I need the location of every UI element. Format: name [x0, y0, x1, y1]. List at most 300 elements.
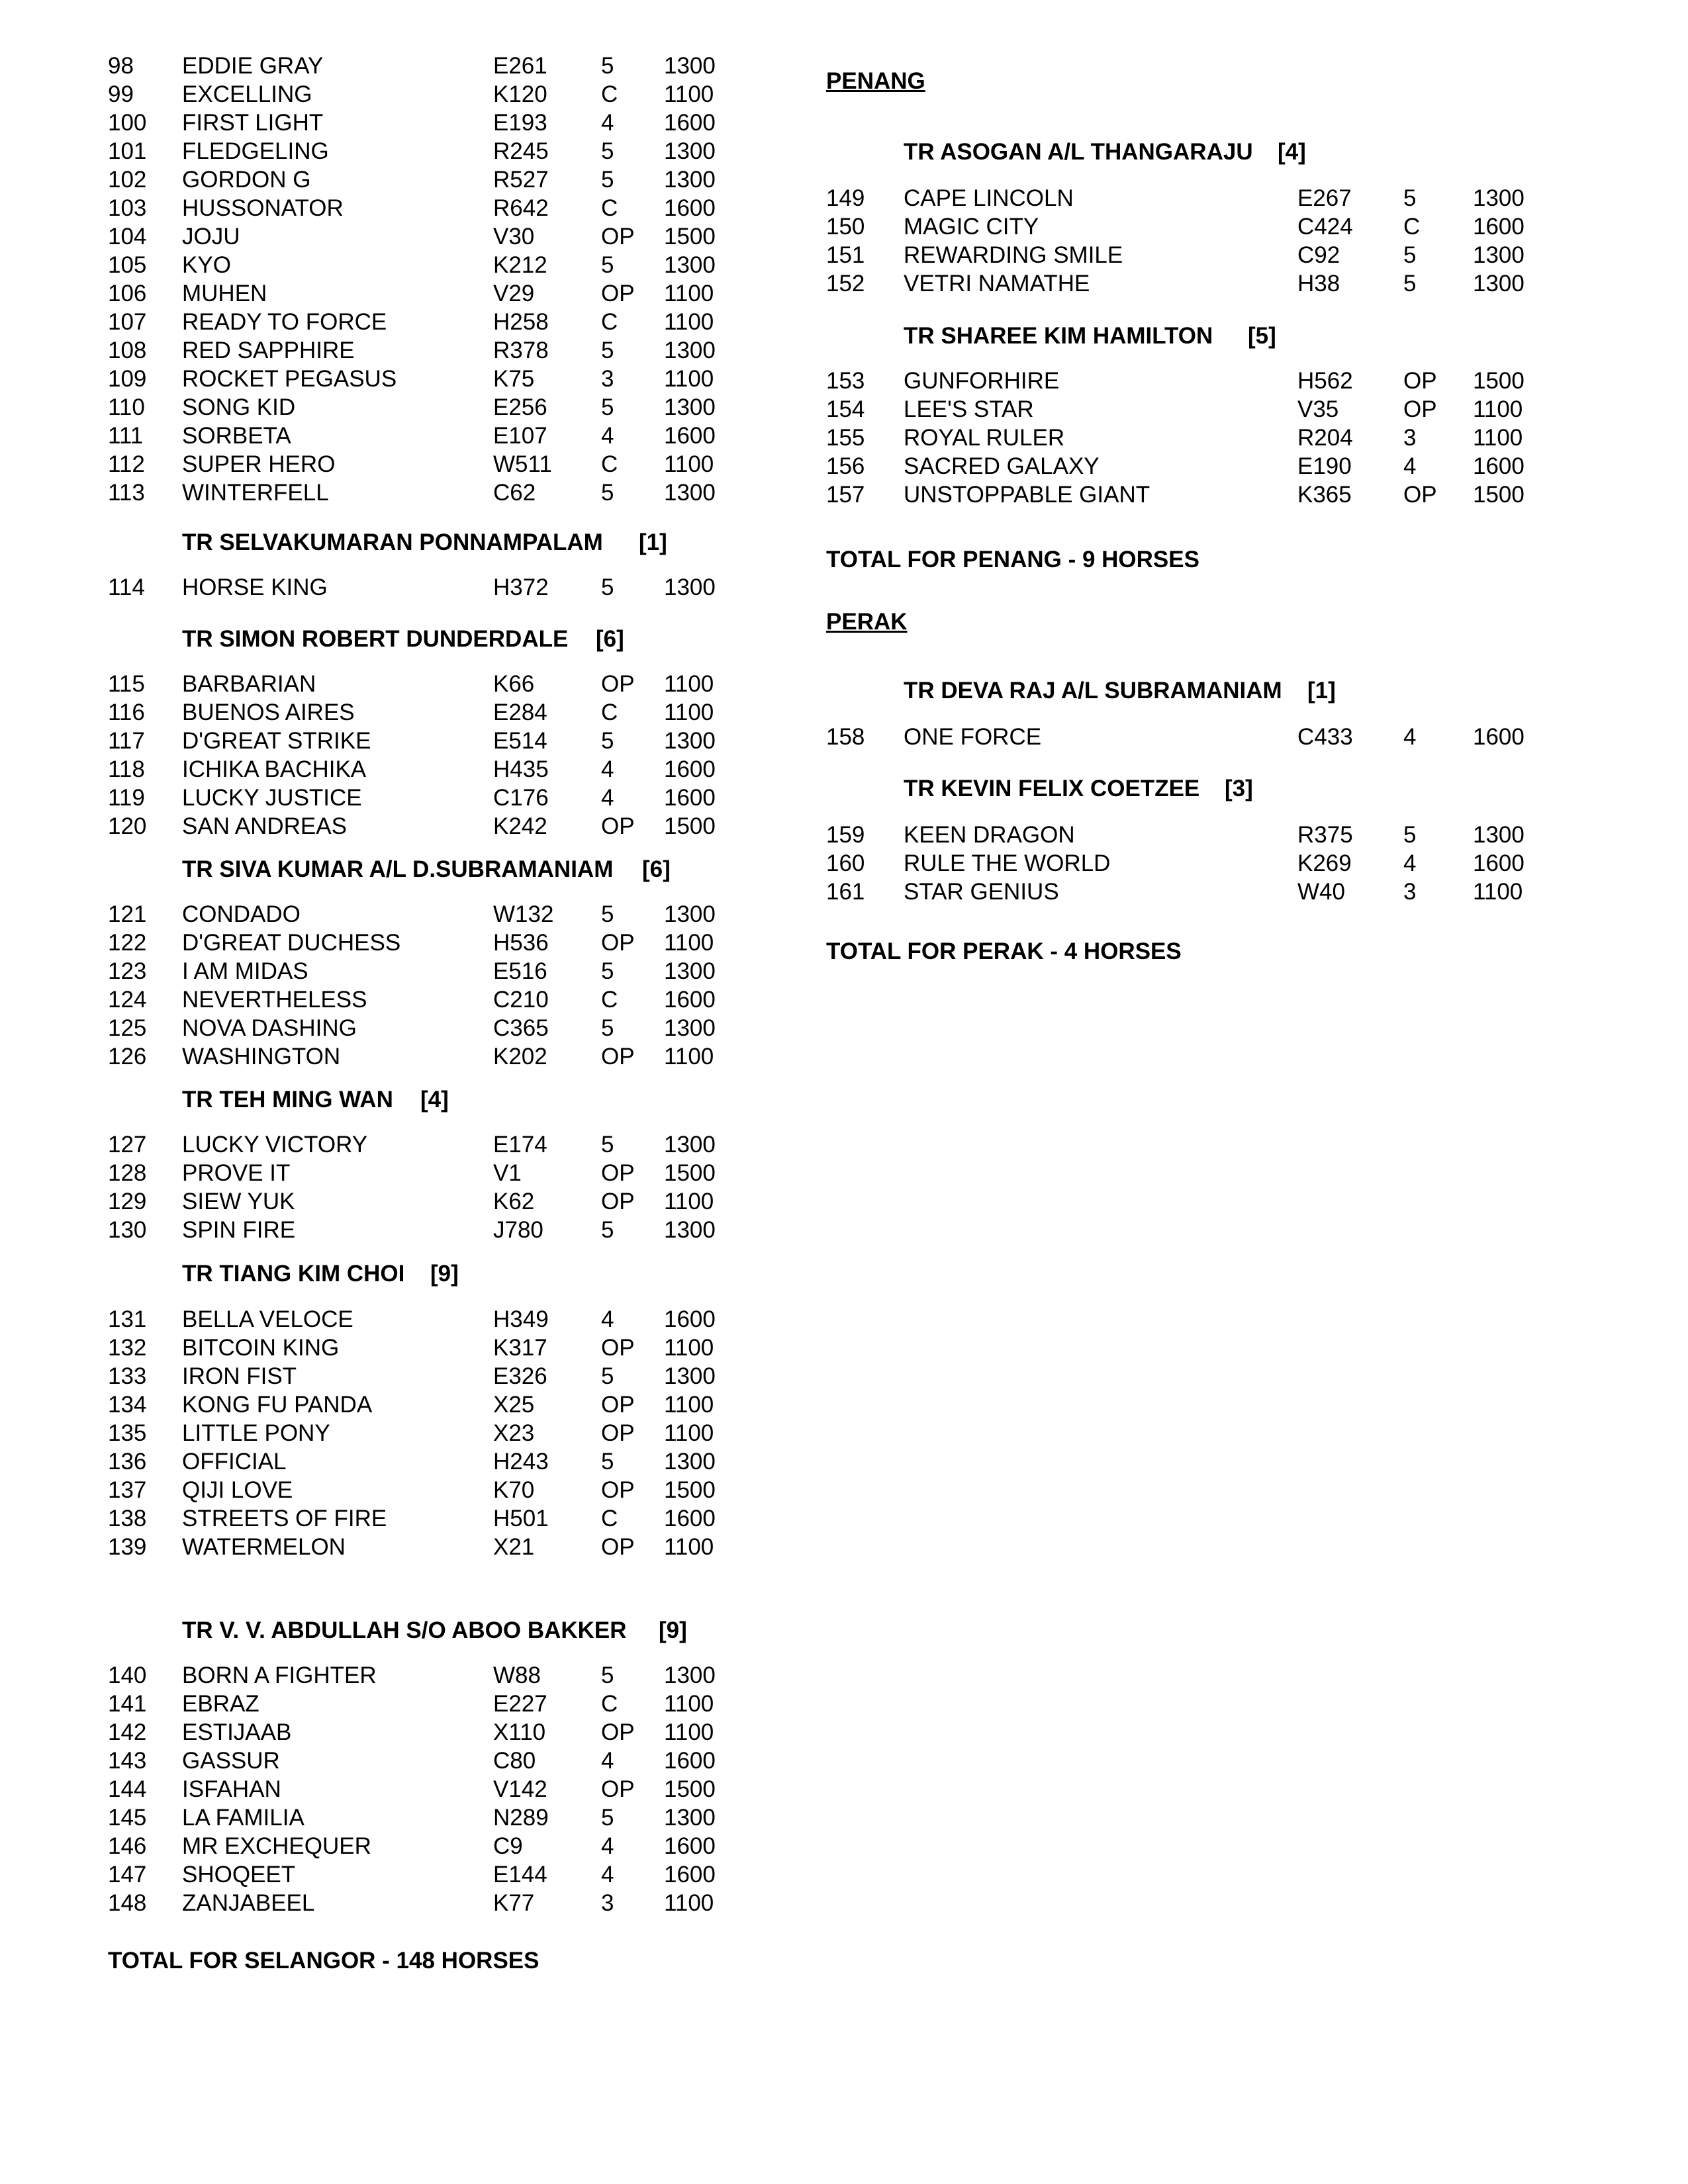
horse-grade: OP [601, 1335, 635, 1361]
horse-grade: OP [601, 1776, 635, 1802]
horse-dist: 1300 [664, 1805, 716, 1831]
region-heading: PERAK [826, 609, 908, 635]
horse-dist: 1500 [1473, 368, 1524, 394]
horse-grade: OP [601, 1477, 635, 1503]
horse-code: V35 [1297, 396, 1339, 422]
horse-grade: 4 [601, 423, 614, 449]
horse-grade: 5 [601, 480, 614, 506]
horse-no: 116 [108, 700, 145, 725]
horse-grade: 5 [601, 394, 614, 420]
horse-code: C9 [493, 1833, 523, 1859]
horse-no: 101 [108, 138, 147, 164]
trainer-name: TR TEH MING WAN [182, 1087, 393, 1113]
horse-no: 153 [826, 368, 865, 394]
horse-name: ROYAL RULER [904, 425, 1065, 451]
trainer-horse-count: [3] [1225, 776, 1253, 801]
horse-grade: 3 [1403, 879, 1417, 905]
trainer-heading [904, 678, 1336, 704]
horse-no: 158 [826, 724, 865, 750]
horse-name: SACRED GALAXY [904, 453, 1100, 479]
horse-no: 102 [108, 167, 147, 193]
horse-dist: 1300 [664, 138, 716, 164]
horse-grade: 5 [601, 901, 614, 927]
trainer-horse-count: [9] [659, 1617, 687, 1643]
horse-dist: 1300 [664, 1363, 716, 1389]
horse-dist: 1100 [664, 1534, 714, 1560]
horse-dist: 1600 [664, 1748, 716, 1774]
horse-name: KONG FU PANDA [182, 1392, 373, 1418]
horse-name: FLEDGELING [182, 138, 329, 164]
horse-name: QIJI LOVE [182, 1477, 293, 1503]
trainer-name: TR TIANG KIM CHOI [182, 1261, 405, 1287]
horse-no: 155 [826, 425, 865, 451]
horse-dist: 1100 [664, 309, 714, 335]
horse-no: 121 [108, 901, 147, 927]
horse-grade: OP [1403, 396, 1437, 422]
horse-grade: 4 [601, 1748, 614, 1774]
horse-name: GUNFORHIRE [904, 368, 1060, 394]
horse-code: N289 [493, 1805, 549, 1831]
horse-name: LUCKY VICTORY [182, 1132, 368, 1158]
horse-no: 157 [826, 482, 865, 508]
horse-code: R378 [493, 338, 549, 363]
horse-name: NOVA DASHING [182, 1015, 357, 1041]
horse-no: 135 [108, 1420, 147, 1446]
horse-code: K75 [493, 366, 535, 392]
horse-no: 99 [108, 81, 134, 107]
horse-no: 123 [108, 958, 147, 984]
horse-no: 132 [108, 1335, 147, 1361]
horse-grade: 5 [1403, 185, 1417, 211]
horse-dist: 1300 [664, 1217, 716, 1243]
horse-name: LITTLE PONY [182, 1420, 330, 1446]
horse-grade: 4 [601, 1833, 614, 1859]
horse-name: CAPE LINCOLN [904, 185, 1074, 211]
horse-grade: C [601, 195, 618, 221]
horse-dist: 1600 [664, 110, 716, 136]
horse-name: WATERMELON [182, 1534, 346, 1560]
horse-dist: 1100 [664, 451, 714, 477]
horse-name: REWARDING SMILE [904, 242, 1123, 268]
horse-grade: 5 [601, 728, 614, 754]
horse-code: H258 [493, 309, 549, 335]
horse-no: 149 [826, 185, 865, 211]
horse-name: BELLA VELOCE [182, 1306, 353, 1332]
horse-name: OFFICIAL [182, 1449, 287, 1475]
horse-grade: OP [601, 281, 635, 306]
horse-no: 137 [108, 1477, 147, 1503]
horse-grade: C [601, 81, 618, 107]
horse-no: 128 [108, 1160, 147, 1186]
horse-code: E514 [493, 728, 547, 754]
horse-grade: 5 [601, 574, 614, 600]
horse-code: E227 [493, 1691, 547, 1717]
horse-code: W40 [1297, 879, 1345, 905]
horse-code: X110 [493, 1719, 546, 1745]
horse-code: E144 [493, 1862, 547, 1888]
horse-no: 142 [108, 1719, 147, 1745]
horse-grade: 4 [1403, 724, 1417, 750]
horse-dist: 1600 [1473, 850, 1524, 876]
horse-name: EXCELLING [182, 81, 312, 107]
horse-code: C210 [493, 987, 549, 1013]
horse-no: 103 [108, 195, 147, 221]
horse-dist: 1500 [664, 1160, 716, 1186]
horse-grade: 5 [1403, 271, 1417, 296]
horse-name: SORBETA [182, 423, 291, 449]
horse-grade: OP [601, 1534, 635, 1560]
horse-name: ISFAHAN [182, 1776, 281, 1802]
horse-name: JOJU [182, 224, 240, 250]
horse-code: H243 [493, 1449, 549, 1475]
horse-name: STREETS OF FIRE [182, 1506, 387, 1531]
trainer-heading [182, 529, 667, 556]
horse-code: V29 [493, 281, 535, 306]
trainer-name: TR V. V. ABDULLAH S/O ABOO BAKKER [182, 1617, 627, 1643]
horse-name: HORSE KING [182, 574, 328, 600]
horse-dist: 1500 [1473, 482, 1524, 508]
horse-grade: C [601, 1691, 618, 1717]
trainer-name: TR ASOGAN A/L THANGARAJU [904, 139, 1253, 165]
horse-grade: OP [601, 671, 635, 697]
horse-dist: 1300 [664, 901, 716, 927]
horse-grade: 4 [601, 110, 614, 136]
horse-grade: 5 [601, 252, 614, 278]
horse-no: 134 [108, 1392, 147, 1418]
trainer-horse-count: [1] [639, 529, 667, 555]
horse-dist: 1500 [664, 813, 716, 839]
horse-name: ICHIKA BACHIKA [182, 756, 367, 782]
horse-no: 125 [108, 1015, 147, 1041]
horse-grade: OP [601, 930, 635, 956]
horse-dist: 1300 [1473, 242, 1524, 268]
horse-name: GASSUR [182, 1748, 280, 1774]
horse-dist: 1100 [664, 1189, 714, 1214]
horse-name: UNSTOPPABLE GIANT [904, 482, 1150, 508]
trainer-heading [182, 626, 624, 653]
horse-name: VETRI NAMATHE [904, 271, 1090, 296]
horse-dist: 1600 [1473, 214, 1524, 240]
horse-code: K77 [493, 1890, 535, 1916]
horse-no: 154 [826, 396, 865, 422]
horse-dist: 1300 [1473, 822, 1524, 848]
horse-name: EDDIE GRAY [182, 53, 324, 79]
horse-code: H536 [493, 930, 549, 956]
horse-no: 140 [108, 1662, 147, 1688]
horse-grade: C [601, 700, 618, 725]
horse-code: E256 [493, 394, 547, 420]
horse-dist: 1100 [664, 1420, 714, 1446]
horse-grade: 5 [601, 1363, 614, 1389]
trainer-heading [904, 139, 1306, 165]
horse-code: V1 [493, 1160, 522, 1186]
horse-code: R245 [493, 138, 549, 164]
horse-name: SHOQEET [182, 1862, 296, 1888]
horse-code: H372 [493, 574, 549, 600]
horse-dist: 1300 [664, 1015, 716, 1041]
horse-code: K269 [1297, 850, 1352, 876]
trainer-name: TR SHAREE KIM HAMILTON [904, 323, 1213, 349]
horse-grade: OP [1403, 368, 1437, 394]
horse-name: SAN ANDREAS [182, 813, 347, 839]
horse-no: 161 [826, 879, 865, 905]
horse-code: R375 [1297, 822, 1353, 848]
horse-no: 156 [826, 453, 865, 479]
horse-dist: 1600 [664, 195, 716, 221]
horse-code: V30 [493, 224, 535, 250]
horse-dist: 1300 [664, 1449, 716, 1475]
horse-no: 114 [108, 574, 145, 600]
horse-no: 109 [108, 366, 147, 392]
trainer-name: TR SIMON ROBERT DUNDERDALE [182, 626, 569, 652]
horse-grade: 3 [601, 1890, 614, 1916]
horse-name: READY TO FORCE [182, 309, 387, 335]
horse-name: STAR GENIUS [904, 879, 1059, 905]
horse-dist: 1100 [664, 366, 714, 392]
horse-name: RED SAPPHIRE [182, 338, 355, 363]
horse-code: E190 [1297, 453, 1352, 479]
horse-no: 150 [826, 214, 865, 240]
horse-name: FIRST LIGHT [182, 110, 324, 136]
horse-no: 126 [108, 1044, 147, 1069]
horse-name: BITCOIN KING [182, 1335, 340, 1361]
trainer-horse-count: [6] [642, 856, 671, 882]
horse-no: 148 [108, 1890, 147, 1916]
horse-grade: 5 [1403, 242, 1417, 268]
horse-code: C424 [1297, 214, 1353, 240]
horse-no: 159 [826, 822, 865, 848]
horse-code: V142 [493, 1776, 547, 1802]
horse-dist: 1600 [664, 1306, 716, 1332]
horse-code: E267 [1297, 185, 1352, 211]
horse-no: 106 [108, 281, 147, 306]
horse-dist: 1500 [664, 224, 716, 250]
horse-dist: 1300 [664, 53, 716, 79]
horse-name: BARBARIAN [182, 671, 316, 697]
horse-code: C365 [493, 1015, 549, 1041]
horse-grade: 5 [601, 53, 614, 79]
horse-grade: C [601, 987, 618, 1013]
horse-name: NEVERTHELESS [182, 987, 367, 1013]
horse-name: CONDADO [182, 901, 301, 927]
horse-dist: 1100 [664, 671, 714, 697]
horse-code: W88 [493, 1662, 541, 1688]
trainer-heading [182, 1617, 687, 1644]
horse-no: 110 [108, 394, 145, 420]
horse-no: 119 [108, 785, 145, 811]
horse-code: C176 [493, 785, 549, 811]
horse-grade: OP [601, 224, 635, 250]
horse-no: 160 [826, 850, 865, 876]
trainer-heading [182, 856, 671, 883]
horse-name: PROVE IT [182, 1160, 291, 1186]
horse-code: E261 [493, 53, 547, 79]
trainer-heading [182, 1087, 449, 1113]
horse-grade: 5 [601, 1662, 614, 1688]
horse-name: MUHEN [182, 281, 267, 306]
region-total: TOTAL FOR SELANGOR - 148 HORSES [108, 1948, 539, 1974]
horse-code: K212 [493, 252, 547, 278]
horse-dist: 1300 [664, 252, 716, 278]
horse-code: R527 [493, 167, 549, 193]
horse-name: GORDON G [182, 167, 311, 193]
horse-dist: 1600 [664, 423, 716, 449]
horse-code: C62 [493, 480, 536, 506]
horse-name: D'GREAT DUCHESS [182, 930, 401, 956]
trainer-horse-count: [4] [1278, 139, 1306, 165]
horse-grade: 5 [601, 1015, 614, 1041]
horse-dist: 1100 [664, 81, 714, 107]
horse-no: 131 [108, 1306, 147, 1332]
horse-no: 143 [108, 1748, 147, 1774]
horse-no: 115 [108, 671, 145, 697]
horse-code: K66 [493, 671, 535, 697]
horse-dist: 1100 [1473, 396, 1523, 422]
horse-grade: 5 [601, 338, 614, 363]
horse-no: 122 [108, 930, 147, 956]
horse-grade: OP [601, 1160, 635, 1186]
trainer-name: TR SIVA KUMAR A/L D.SUBRAMANIAM [182, 856, 614, 882]
horse-grade: 4 [601, 785, 614, 811]
horse-name: LA FAMILIA [182, 1805, 305, 1831]
horse-grade: OP [601, 1044, 635, 1069]
horse-code: E326 [493, 1363, 547, 1389]
trainer-heading [904, 776, 1253, 802]
trainer-heading [904, 323, 1276, 349]
horse-grade: 4 [601, 1862, 614, 1888]
horse-grade: C [1403, 214, 1421, 240]
horse-name: RULE THE WORLD [904, 850, 1111, 876]
horse-dist: 1600 [1473, 453, 1524, 479]
horse-name: SONG KID [182, 394, 296, 420]
horse-dist: 1300 [664, 1662, 716, 1688]
horse-grade: 5 [601, 1449, 614, 1475]
horse-dist: 1100 [664, 1890, 714, 1916]
horse-name: SUPER HERO [182, 451, 336, 477]
horse-dist: 1600 [1473, 724, 1524, 750]
horse-code: X23 [493, 1420, 535, 1446]
horse-name: ONE FORCE [904, 724, 1042, 750]
horse-grade: 4 [601, 1306, 614, 1332]
horse-grade: 5 [601, 1805, 614, 1831]
horse-grade: 5 [601, 1217, 614, 1243]
horse-grade: OP [601, 813, 635, 839]
horse-grade: 4 [601, 756, 614, 782]
horse-code: K242 [493, 813, 547, 839]
horse-code: J780 [493, 1217, 543, 1243]
horse-no: 127 [108, 1132, 147, 1158]
region-total: TOTAL FOR PENANG - 9 HORSES [826, 547, 1199, 572]
horse-code: K317 [493, 1335, 547, 1361]
horse-grade: OP [601, 1420, 635, 1446]
region-total: TOTAL FOR PERAK - 4 HORSES [826, 938, 1182, 964]
horse-dist: 1300 [1473, 185, 1524, 211]
horse-grade: OP [1403, 482, 1437, 508]
horse-no: 118 [108, 756, 145, 782]
horse-code: E516 [493, 958, 547, 984]
trainer-horse-count: [5] [1248, 323, 1276, 349]
horse-grade: 3 [1403, 425, 1417, 451]
horse-code: R204 [1297, 425, 1353, 451]
horse-no: 100 [108, 110, 147, 136]
horse-grade: 4 [1403, 850, 1417, 876]
horse-dist: 1600 [664, 785, 716, 811]
horse-no: 111 [108, 423, 144, 449]
horse-code: K365 [1297, 482, 1352, 508]
horse-code: H562 [1297, 368, 1353, 394]
trainer-horse-count: [6] [596, 626, 624, 652]
horse-dist: 1300 [1473, 271, 1524, 296]
horse-code: C92 [1297, 242, 1340, 268]
horse-code: H38 [1297, 271, 1340, 296]
horse-grade: OP [601, 1189, 635, 1214]
horse-dist: 1100 [664, 700, 714, 725]
horse-dist: 1100 [1473, 879, 1523, 905]
horse-grade: 5 [601, 167, 614, 193]
horse-grade: OP [601, 1392, 635, 1418]
horse-name: SIEW YUK [182, 1189, 295, 1214]
horse-no: 105 [108, 252, 147, 278]
horse-name: ESTIJAAB [182, 1719, 292, 1745]
horse-name: ZANJABEEL [182, 1890, 315, 1916]
horse-grade: 4 [1403, 453, 1417, 479]
horse-code: K62 [493, 1189, 535, 1214]
trainer-horse-count: [1] [1307, 678, 1336, 704]
horse-code: R642 [493, 195, 549, 221]
horse-grade: 5 [1403, 822, 1417, 848]
horse-no: 107 [108, 309, 147, 335]
horse-no: 133 [108, 1363, 147, 1389]
trainer-name: TR DEVA RAJ A/L SUBRAMANIAM [904, 678, 1282, 704]
horse-no: 129 [108, 1189, 147, 1214]
horse-no: 151 [826, 242, 865, 268]
horse-no: 124 [108, 987, 147, 1013]
horse-grade: OP [601, 1719, 635, 1745]
horse-no: 144 [108, 1776, 147, 1802]
horse-code: C433 [1297, 724, 1353, 750]
horse-name: EBRAZ [182, 1691, 259, 1717]
horse-grade: 5 [601, 958, 614, 984]
horse-name: KEEN DRAGON [904, 822, 1075, 848]
horse-name: ROCKET PEGASUS [182, 366, 397, 392]
horse-name: MAGIC CITY [904, 214, 1039, 240]
horse-code: K70 [493, 1477, 535, 1503]
horse-no: 152 [826, 271, 865, 296]
horse-name: KYO [182, 252, 231, 278]
horse-dist: 1500 [664, 1776, 716, 1802]
horse-grade: C [601, 309, 618, 335]
horse-dist: 1300 [664, 480, 716, 506]
horse-code: K202 [493, 1044, 547, 1069]
horse-dist: 1600 [664, 987, 716, 1013]
horse-grade: 5 [601, 138, 614, 164]
horse-dist: 1100 [664, 930, 714, 956]
horse-name: WINTERFELL [182, 480, 329, 506]
horse-name: LEE'S STAR [904, 396, 1034, 422]
horse-no: 112 [108, 451, 145, 477]
horse-dist: 1300 [664, 1132, 716, 1158]
horse-code: E107 [493, 423, 547, 449]
horse-code: E193 [493, 110, 547, 136]
horse-dist: 1600 [664, 1506, 716, 1531]
horse-name: D'GREAT STRIKE [182, 728, 371, 754]
horse-name: LUCKY JUSTICE [182, 785, 362, 811]
horse-no: 141 [108, 1691, 147, 1717]
horse-dist: 1300 [664, 167, 716, 193]
horse-code: W511 [493, 451, 552, 477]
horse-code: C80 [493, 1748, 536, 1774]
horse-no: 147 [108, 1862, 147, 1888]
